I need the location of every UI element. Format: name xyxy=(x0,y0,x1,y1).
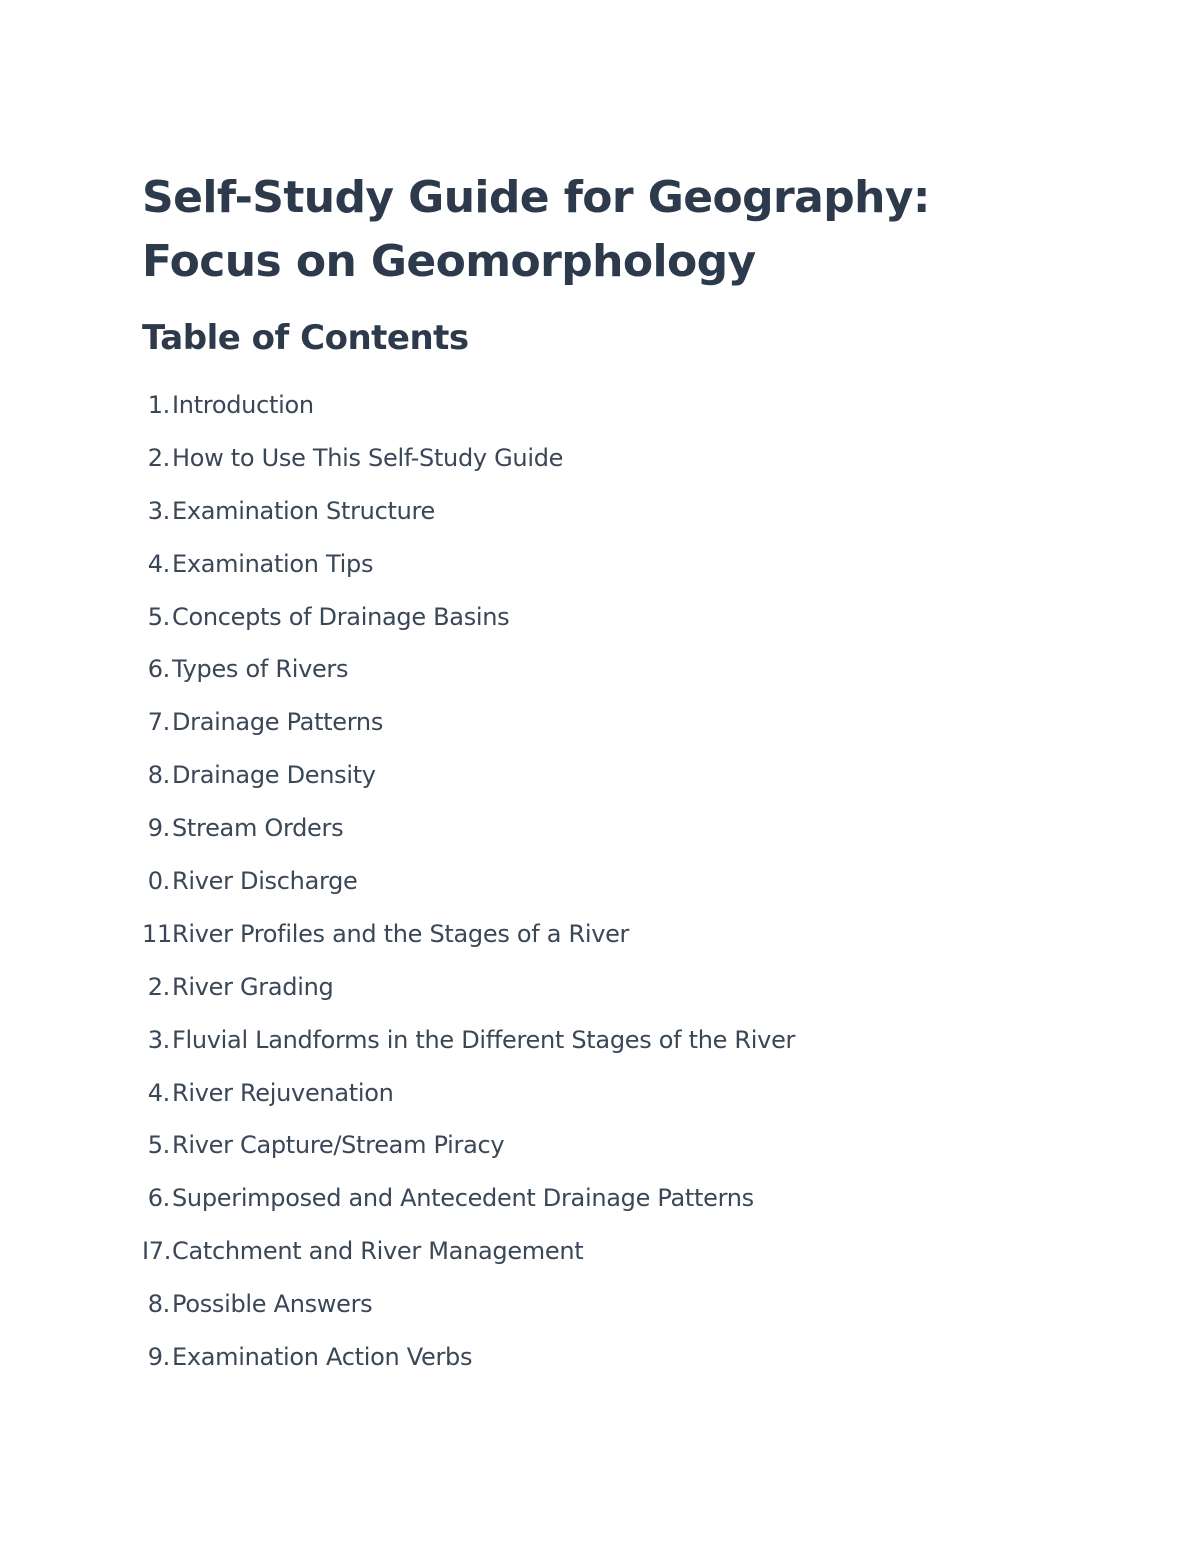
toc-item xyxy=(142,1126,795,1179)
toc-item-text: Stream Orders xyxy=(172,814,344,843)
toc-item-number: 2. xyxy=(147,972,170,1001)
table-of-contents xyxy=(142,386,795,1391)
toc-item-number: I7. xyxy=(142,1237,172,1266)
document-title: Self-Study Guide for Geography: Focus on Geomorphology xyxy=(142,172,930,287)
toc-item xyxy=(142,492,795,545)
toc-item xyxy=(142,862,795,915)
toc-item-number: 8. xyxy=(147,761,170,790)
toc-item-number: 6. xyxy=(147,655,170,684)
toc-item xyxy=(142,650,795,703)
toc-item-number: 8. xyxy=(147,1290,170,1319)
toc-item-text: Types of Rivers xyxy=(172,655,349,684)
toc-item-text: Drainage Patterns xyxy=(172,708,384,737)
toc-item xyxy=(142,439,795,492)
toc-item-text: Catchment and River Management xyxy=(172,1237,584,1266)
toc-item xyxy=(142,1338,795,1391)
toc-item-text: Concepts of Drainage Basins xyxy=(172,602,510,631)
toc-item-number: 4. xyxy=(147,549,170,578)
toc-item-number: 2. xyxy=(147,443,170,472)
toc-item xyxy=(142,545,795,598)
toc-item xyxy=(142,1179,795,1232)
toc-item-text: Drainage Density xyxy=(172,761,376,790)
toc-item-number: 5. xyxy=(147,602,170,631)
toc-item xyxy=(142,598,795,651)
toc-item xyxy=(142,1021,795,1074)
toc-item-text: Fluvial Landforms in the Different Stages of the River xyxy=(172,1025,796,1054)
toc-item-text: River Discharge xyxy=(172,867,358,896)
toc-item-text: Examination Structure xyxy=(172,496,435,525)
toc-item-text: Possible Answers xyxy=(172,1290,373,1319)
toc-item-text: How to Use This Self-Study Guide xyxy=(172,443,564,472)
toc-item xyxy=(142,915,795,968)
toc-item xyxy=(142,1285,795,1338)
toc-item xyxy=(142,386,795,439)
toc-item xyxy=(142,809,795,862)
toc-item-text: Examination Tips xyxy=(172,549,374,578)
toc-item xyxy=(142,1074,795,1127)
toc-item-number: 1. xyxy=(147,391,170,419)
toc-item xyxy=(142,756,795,809)
toc-item-text: River Profiles and the Stages of a River xyxy=(172,919,630,948)
toc-item-number: 9. xyxy=(147,1343,170,1372)
toc-item-number: 3. xyxy=(147,496,170,525)
toc-item-number: 3. xyxy=(147,1025,170,1054)
toc-item-text: Superimposed and Antecedent Drainage Patterns xyxy=(172,1184,754,1213)
toc-item-number: 0. xyxy=(147,867,170,896)
toc-item-text: River Rejuvenation xyxy=(172,1078,394,1107)
toc-item-number: 11. xyxy=(142,919,180,948)
toc-item-text: Examination Action Verbs xyxy=(172,1343,473,1372)
toc-item-number: 9. xyxy=(147,814,170,843)
toc-item-text: Introduction xyxy=(172,391,314,419)
toc-item-number: 6. xyxy=(147,1184,170,1213)
toc-item-number: 7. xyxy=(147,708,170,737)
toc-item xyxy=(142,703,795,756)
toc-item-number: 5. xyxy=(147,1131,170,1160)
toc-item-text: River Capture/Stream Piracy xyxy=(172,1131,505,1160)
toc-item xyxy=(142,1232,795,1285)
toc-item-number: 4. xyxy=(147,1078,170,1107)
toc-item xyxy=(142,968,795,1021)
toc-item-text: River Grading xyxy=(172,972,334,1001)
toc-heading: Table of Contents xyxy=(142,318,469,358)
